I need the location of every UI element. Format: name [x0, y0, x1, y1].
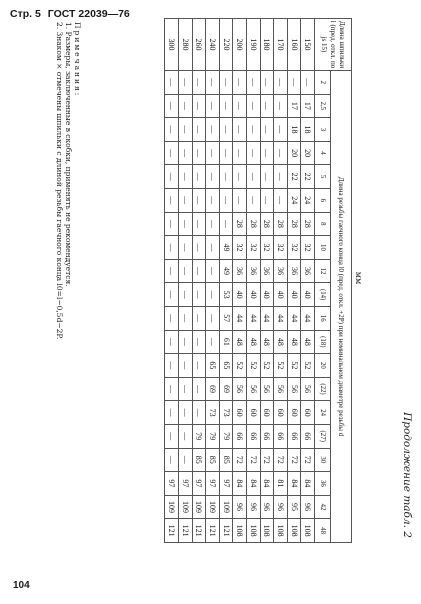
table-cell: 32 [260, 236, 274, 260]
table-cell: — [179, 330, 193, 354]
table-cell: — [165, 424, 179, 448]
table-cell: — [247, 94, 261, 118]
table-cell: — [274, 118, 288, 142]
table-cell: — [206, 306, 220, 330]
table-cell: 36 [233, 259, 247, 283]
table-cell: — [179, 401, 193, 425]
table-cell: 32 [274, 236, 288, 260]
table-cell: 52 [274, 354, 288, 378]
table-cell: 79 [219, 424, 233, 448]
table-cell: 48 [287, 330, 301, 354]
length-cell: 180 [260, 19, 274, 71]
diameter-header-cell: 4 [315, 141, 331, 165]
table-cell: — [206, 118, 220, 142]
table-cell: 24 [287, 188, 301, 212]
table-cell: 36 [260, 259, 274, 283]
table-cell: — [260, 141, 274, 165]
page-number: 104 [13, 580, 30, 591]
table-header-row [331, 19, 352, 543]
table-cell: 66 [287, 424, 301, 448]
table-cell: 109 [192, 495, 206, 519]
table-cell: 109 [165, 495, 179, 519]
table-cell: — [165, 354, 179, 378]
table-cell: 56 [301, 377, 315, 401]
table-row [179, 19, 193, 543]
table-cell: — [192, 306, 206, 330]
table-cell: 40 [301, 283, 315, 307]
table-cell: — [233, 141, 247, 165]
table-row [274, 19, 288, 543]
table-cell: — [179, 118, 193, 142]
table-cell: — [206, 165, 220, 189]
table-cell: 108 [247, 519, 261, 543]
table-cell: 36 [274, 259, 288, 283]
table-cell: 56 [233, 377, 247, 401]
table-cell: — [192, 259, 206, 283]
table-cell: 95 [287, 495, 301, 519]
table-cell: — [206, 236, 220, 260]
table-cell: 32 [247, 236, 261, 260]
table-cell: — [274, 94, 288, 118]
table-cell: — [206, 71, 220, 95]
table-cell: — [165, 306, 179, 330]
table-cell: 72 [274, 448, 288, 472]
table-cell: 72 [233, 448, 247, 472]
length-cell: 220 [219, 19, 233, 71]
diameter-header-cell: 10 [315, 236, 331, 260]
table-cell: 60 [287, 401, 301, 425]
table-cell: — [260, 71, 274, 95]
diameter-header-cell: (22) [315, 377, 331, 401]
table-cell: — [206, 188, 220, 212]
table-cell: — [192, 188, 206, 212]
table-cell: 17 [287, 94, 301, 118]
table-cell: 36 [287, 259, 301, 283]
table-cell: 56 [287, 377, 301, 401]
diameter-header-cell: 12 [315, 259, 331, 283]
table-cell: 108 [260, 519, 274, 543]
table-cell: 28 [287, 212, 301, 236]
diameter-header-cell: 36 [315, 472, 331, 496]
table-cell: 84 [301, 472, 315, 496]
table-cell: — [165, 448, 179, 472]
table-cell: — [219, 188, 233, 212]
table-cell: 96 [260, 495, 274, 519]
table-cell: 96 [247, 495, 261, 519]
table-cell: 108 [233, 519, 247, 543]
length-cell: 300 [165, 19, 179, 71]
table-cell: — [233, 71, 247, 95]
notes-block [54, 22, 82, 339]
table-cell: 97 [219, 472, 233, 496]
table-cell: — [260, 118, 274, 142]
table-cell: 52 [260, 354, 274, 378]
thread-length-range-header: Длина резьбы гаечного конца l0 (пред. откл. +2P) при номинальном диаметре резьбы d [331, 71, 352, 543]
table-cell: 109 [179, 495, 193, 519]
table-cell: — [165, 165, 179, 189]
diameter-header-cell: (27) [315, 424, 331, 448]
table-cell: 49 [219, 236, 233, 260]
table-cell: 52 [247, 354, 261, 378]
table-cell: 72 [260, 448, 274, 472]
table-cell: — [165, 283, 179, 307]
table-row [165, 19, 179, 543]
table-cell: — [260, 165, 274, 189]
diameter-header-cell: (18) [315, 330, 331, 354]
diameter-header-cell: 8 [315, 212, 331, 236]
table-cell: — [247, 188, 261, 212]
table-cell: — [165, 236, 179, 260]
table-cell: — [192, 71, 206, 95]
table-cell: 79 [206, 424, 220, 448]
table-cell: 53 [219, 283, 233, 307]
table-cell: 18 [287, 118, 301, 142]
table-cell: 108 [274, 519, 288, 543]
table-cell: — [206, 212, 220, 236]
table-cell: 20 [287, 141, 301, 165]
length-column-header: Длина шпильки l (пред. откл. по js 15) [315, 19, 352, 71]
table-row [206, 19, 220, 543]
table-cell: — [233, 94, 247, 118]
table-cell: — [219, 71, 233, 95]
table-row [301, 19, 315, 543]
length-cell: 260 [192, 19, 206, 71]
table-cell: 57 [219, 306, 233, 330]
table-cell: 66 [247, 424, 261, 448]
table-cell: 60 [260, 401, 274, 425]
table-cell: — [219, 118, 233, 142]
diameter-header-cell: 30 [315, 448, 331, 472]
table-cell: 56 [274, 377, 288, 401]
table-cell: 66 [233, 424, 247, 448]
length-cell: 160 [287, 19, 301, 71]
table-cell: — [179, 448, 193, 472]
table-cell: — [179, 236, 193, 260]
table-cell: 66 [274, 424, 288, 448]
table-cell: 65 [206, 354, 220, 378]
table-cell: 72 [301, 448, 315, 472]
table-cell: 81 [274, 472, 288, 496]
diameter-header-cell: 3 [315, 118, 331, 142]
table-cell: 73 [219, 401, 233, 425]
table-cell: — [165, 71, 179, 95]
diameter-header-cell: 20 [315, 354, 331, 378]
diameter-header-cell: 5 [315, 165, 331, 189]
table-cell: — [165, 330, 179, 354]
table-cell: — [179, 141, 193, 165]
table-cell: — [206, 259, 220, 283]
diameter-header-cell: (14) [315, 283, 331, 307]
table-cell: — [179, 212, 193, 236]
table-cell: 84 [260, 472, 274, 496]
table-cell: — [301, 71, 315, 95]
table-cell: — [274, 165, 288, 189]
table-cell: — [247, 165, 261, 189]
table-cell: — [179, 424, 193, 448]
table-cell: — [165, 212, 179, 236]
table-cell: 85 [219, 448, 233, 472]
table-cell: 48 [274, 330, 288, 354]
table-cell: — [192, 141, 206, 165]
table-cell: — [206, 330, 220, 354]
table-cell: — [219, 141, 233, 165]
diameter-header-row [315, 19, 331, 543]
page-header-standard: ГОСТ 22039—76 [47, 8, 130, 20]
table-cell: — [274, 188, 288, 212]
table-cell: 24 [301, 188, 315, 212]
table-cell: 44 [301, 306, 315, 330]
table-cell: — [233, 188, 247, 212]
table-cell: 121 [192, 519, 206, 543]
table-cell: 32 [233, 236, 247, 260]
table-cell: — [192, 236, 206, 260]
table-row [287, 19, 301, 543]
table-cell: 52 [287, 354, 301, 378]
table-cell: — [179, 71, 193, 95]
table-cell: — [192, 165, 206, 189]
length-cell: 240 [206, 19, 220, 71]
table-cell: 84 [233, 472, 247, 496]
table-cell: 109 [219, 495, 233, 519]
table-row [260, 19, 274, 543]
length-cell: 280 [179, 19, 193, 71]
table-cell: — [206, 94, 220, 118]
notes-heading: Примечания: [73, 22, 82, 98]
table-cell: 121 [179, 519, 193, 543]
table-cell: — [206, 283, 220, 307]
table-cell: 44 [247, 306, 261, 330]
table-cell: 121 [165, 519, 179, 543]
table-cell: 60 [301, 401, 315, 425]
table-cell: 108 [287, 519, 301, 543]
table-cell: — [192, 283, 206, 307]
table-cell: — [206, 141, 220, 165]
table-cell: 79 [192, 424, 206, 448]
table-cell: 60 [233, 401, 247, 425]
table-cell: 121 [219, 519, 233, 543]
table-cell: — [192, 354, 206, 378]
table-cell: — [260, 188, 274, 212]
table-cell: 109 [206, 495, 220, 519]
table-cell: 52 [233, 354, 247, 378]
diameter-header-cell: 48 [315, 519, 331, 543]
table-cell: 97 [179, 472, 193, 496]
note-item: 1. Размеры, заключенные в скобки, применять не рекомендуется. [63, 22, 73, 287]
table-cell: 44 [287, 306, 301, 330]
table-cell: 17 [301, 94, 315, 118]
table-cell: 85 [206, 448, 220, 472]
table-cell: 73 [206, 401, 220, 425]
length-cell: 150 [301, 19, 315, 71]
table-cell: 65 [219, 354, 233, 378]
table-cell: 72 [287, 448, 301, 472]
diameter-header-cell: 16 [315, 306, 331, 330]
table-cell: — [192, 377, 206, 401]
table-cell: 48 [247, 330, 261, 354]
table-cell: 28 [260, 212, 274, 236]
table-cell: 22 [301, 165, 315, 189]
table-cell: — [179, 94, 193, 118]
table-cell: — [233, 118, 247, 142]
table-cell: 52 [301, 354, 315, 378]
table-cell: 121 [206, 519, 220, 543]
table-cell: — [247, 71, 261, 95]
table-row [247, 19, 261, 543]
table-cell: 61 [219, 330, 233, 354]
table-cell: — [165, 94, 179, 118]
table-cell: — [260, 94, 274, 118]
length-cell: 200 [233, 19, 247, 71]
table-cell: 22 [287, 165, 301, 189]
table-cell: — [247, 141, 261, 165]
table-cell: 44 [260, 306, 274, 330]
table-cell: — [179, 165, 193, 189]
table-cell: — [179, 283, 193, 307]
table-cell: — [219, 94, 233, 118]
table-cell: 32 [287, 236, 301, 260]
table-cell: — [179, 377, 193, 401]
table-cell: 49 [219, 259, 233, 283]
table-cell: 40 [247, 283, 261, 307]
table-cell: 28 [301, 212, 315, 236]
table-cell: 36 [301, 259, 315, 283]
table-cell: 97 [165, 472, 179, 496]
length-cell: 170 [274, 19, 288, 71]
table-cell: 60 [247, 401, 261, 425]
table-cell: 60 [274, 401, 288, 425]
table-cell: 66 [301, 424, 315, 448]
table-cell: 96 [233, 495, 247, 519]
table-row [192, 19, 206, 543]
table-cell: 96 [301, 495, 315, 519]
table-cell: — [165, 118, 179, 142]
table-cell: 84 [247, 472, 261, 496]
table-cell: — [165, 188, 179, 212]
table-cell: — [274, 141, 288, 165]
table-cell: 56 [247, 377, 261, 401]
table-row [233, 19, 247, 543]
table-cell: 28 [247, 212, 261, 236]
table-cell: 20 [301, 141, 315, 165]
table-cell: 69 [219, 377, 233, 401]
table-cell: 66 [260, 424, 274, 448]
table-cell: — [192, 118, 206, 142]
table-cell: 44 [274, 306, 288, 330]
page-header-prefix: Стр. 5 [10, 8, 41, 20]
table-cell: — [165, 401, 179, 425]
table-cell: — [274, 71, 288, 95]
table-cell: — [192, 401, 206, 425]
table-cell: 69 [206, 377, 220, 401]
table-cell: — [219, 165, 233, 189]
note-item: 2. Знаком × отмечены шпильки с длиной резьбы гаечного конца l0=l−0,5d−2P. [54, 22, 64, 340]
table-cell: — [179, 306, 193, 330]
table-cell: — [192, 94, 206, 118]
diameter-header-cell: 2,5 [315, 94, 331, 118]
diameter-header-cell: 24 [315, 401, 331, 425]
table-cell: — [179, 354, 193, 378]
table-cell: 28 [274, 212, 288, 236]
units-label: мм [354, 271, 363, 285]
continuation-label: Продолжение табл. 2 [401, 412, 413, 538]
table-cell: 48 [233, 330, 247, 354]
table-cell: 56 [260, 377, 274, 401]
diameter-header-cell: 42 [315, 495, 331, 519]
table-cell: — [165, 141, 179, 165]
table-cell: 18 [301, 118, 315, 142]
table-cell: 28 [233, 212, 247, 236]
table-cell: — [179, 188, 193, 212]
table-cell: 85 [192, 448, 206, 472]
table-cell: — [247, 118, 261, 142]
diameter-header-cell: 2 [315, 71, 331, 95]
table-cell: 108 [301, 519, 315, 543]
table-cell: 32 [301, 236, 315, 260]
table-cell: 44 [233, 306, 247, 330]
table-cell: — [287, 71, 301, 95]
table-cell: — [233, 165, 247, 189]
table-cell: — [192, 330, 206, 354]
table-cell: — [192, 212, 206, 236]
table-row [219, 19, 233, 543]
table-cell: 72 [247, 448, 261, 472]
table-cell: — [179, 259, 193, 283]
table-cell: 40 [233, 283, 247, 307]
table-cell: — [165, 377, 179, 401]
table-cell: 48 [301, 330, 315, 354]
table-cell: 97 [206, 472, 220, 496]
length-cell: 190 [247, 19, 261, 71]
table-cell: 84 [287, 472, 301, 496]
table-cell: — [165, 259, 179, 283]
table-cell: 36 [247, 259, 261, 283]
table-cell: 48 [260, 330, 274, 354]
diameter-header-cell: 6 [315, 188, 331, 212]
table-cell: 97 [192, 472, 206, 496]
table-cell: 96 [274, 495, 288, 519]
table-cell: 40 [287, 283, 301, 307]
table-cell: 40 [274, 283, 288, 307]
thread-length-table [164, 18, 352, 543]
table-cell: — [219, 212, 233, 236]
table-cell: 40 [260, 283, 274, 307]
